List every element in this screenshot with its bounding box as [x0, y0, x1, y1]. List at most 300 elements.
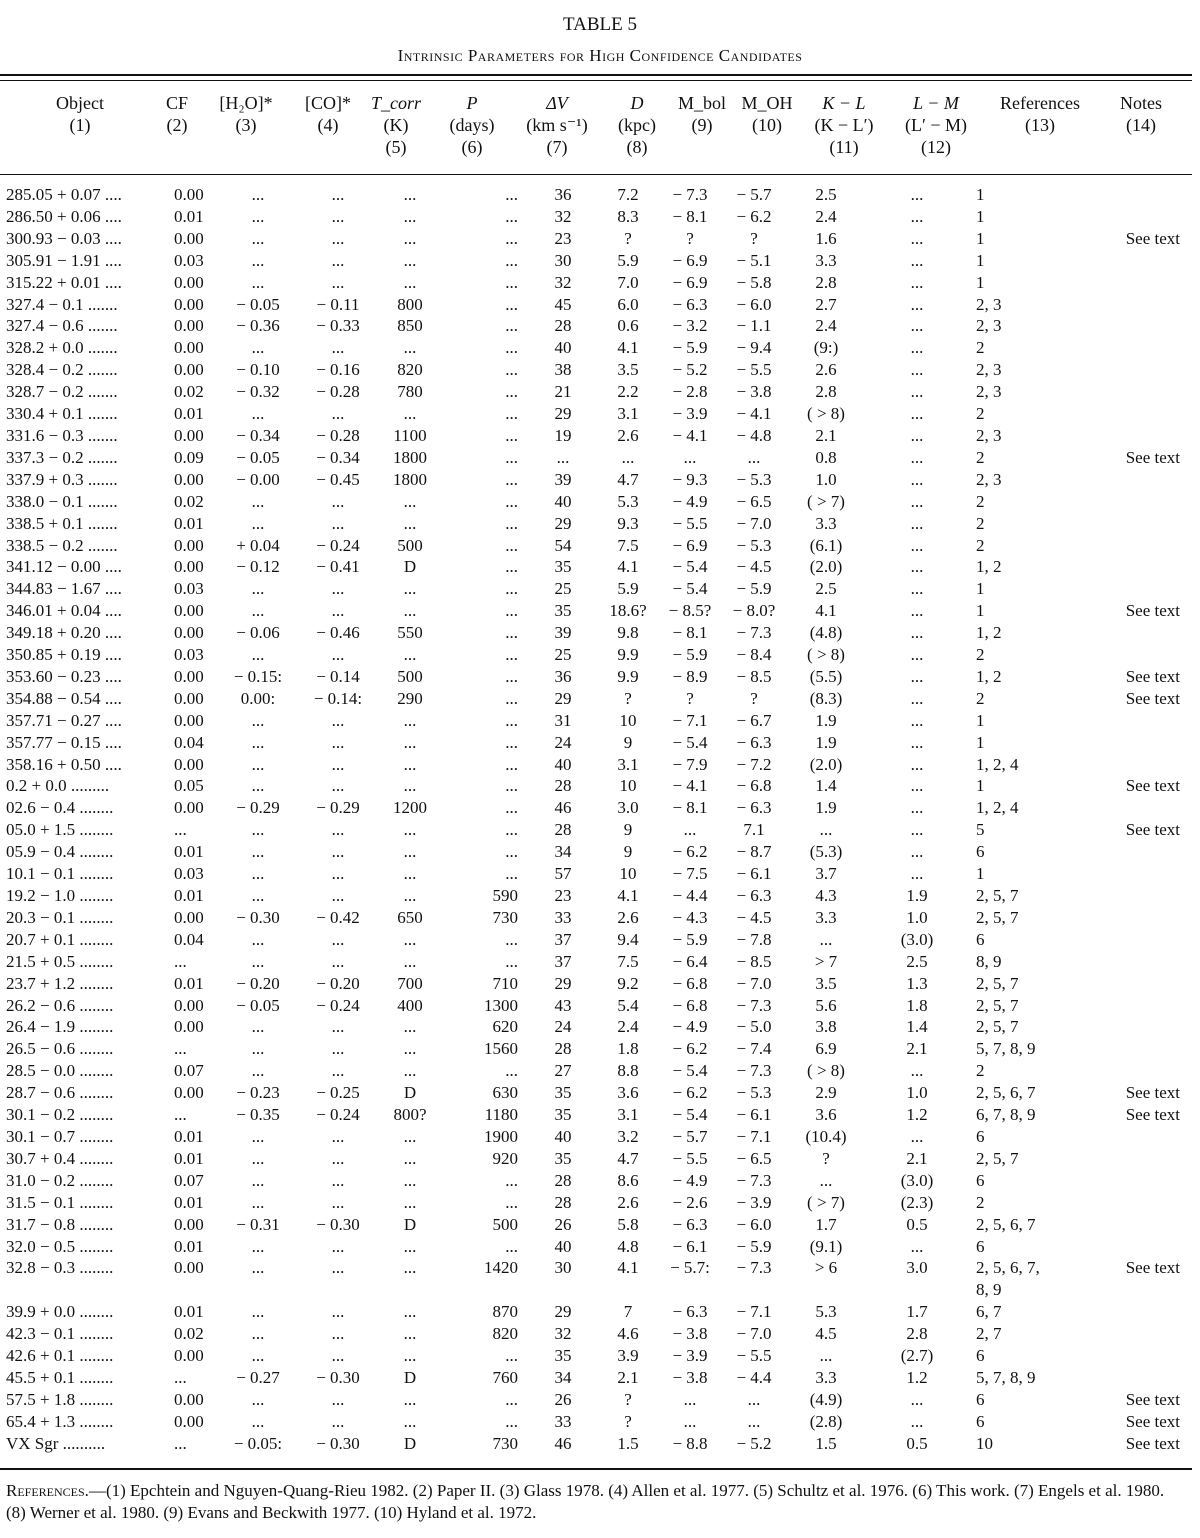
- cell-h2o: − 0.29: [236, 798, 280, 818]
- cell-moh: ?: [750, 228, 758, 248]
- cell-cf: 0.07: [174, 1061, 204, 1081]
- cell-k-l: 3.3: [815, 513, 837, 533]
- table-row: [0, 1301, 1180, 1323]
- cell-cf: 0.00: [174, 995, 204, 1015]
- cell-moh: − 9.4: [736, 338, 772, 358]
- cell-mbol: − 3.9: [672, 1346, 708, 1366]
- column-header-line: (1): [69, 115, 91, 135]
- cell-delta-v: 29: [554, 688, 572, 708]
- cell-l-m: ...: [910, 185, 924, 204]
- cell-references: 2, 5, 7: [976, 995, 1019, 1015]
- cell-moh: − 6.7: [736, 710, 772, 730]
- cell-l-m: ...: [910, 206, 924, 226]
- cell-cf: 0.00: [174, 1389, 204, 1409]
- cell-l-m: ...: [910, 710, 924, 730]
- cell-references: 2, 3: [976, 316, 1002, 336]
- cell-moh: − 7.3: [736, 1258, 772, 1278]
- cell-moh: − 8.5: [736, 951, 772, 971]
- cell-delta-v: 40: [554, 1236, 572, 1256]
- cell-co: − 0.28: [316, 382, 360, 402]
- cell-period: ...: [505, 382, 518, 402]
- column-header-line: Object: [56, 93, 104, 113]
- cell-object: 20.3 − 0.1 ........: [6, 907, 114, 927]
- cell-k-l: 2.9: [815, 1083, 837, 1103]
- cell-distance: 4.7: [617, 469, 639, 489]
- cell-moh: − 6.0: [736, 1214, 772, 1234]
- cell-tcorr: ...: [403, 732, 417, 752]
- cell-distance: ?: [624, 228, 632, 248]
- cell-k-l: 3.6: [815, 1105, 837, 1125]
- cell-references: 2, 5, 6, 7: [976, 1214, 1036, 1234]
- cell-notes: See text: [1125, 1105, 1180, 1125]
- cell-references: 2: [976, 338, 985, 358]
- cell-tcorr: 800?: [393, 1105, 427, 1125]
- cell-object: 357.77 − 0.15 ....: [6, 732, 122, 752]
- cell-object: 21.5 + 0.5 ........: [6, 951, 114, 971]
- cell-h2o: ...: [251, 579, 265, 599]
- cell-object: 45.5 + 0.1 ........: [6, 1367, 114, 1387]
- cell-co: ...: [331, 842, 345, 862]
- cell-h2o: ...: [251, 1258, 265, 1278]
- cell-cf: 0.01: [174, 1148, 204, 1168]
- cell-k-l: 1.7: [815, 1214, 837, 1234]
- cell-k-l: 2.8: [815, 382, 837, 402]
- cell-references: 2, 5, 6, 7: [976, 1083, 1036, 1103]
- cell-distance: 4.6: [617, 1324, 639, 1344]
- cell-h2o: ...: [251, 206, 265, 226]
- cell-cf: 0.00: [174, 754, 204, 774]
- cell-notes: [1076, 622, 1180, 644]
- table-row: [0, 885, 1180, 907]
- cell-references: 1: [976, 776, 985, 796]
- cell-cf: 0.00: [174, 623, 204, 643]
- cell-notes: See text: [1125, 601, 1180, 621]
- cell-notes: [1076, 491, 1180, 513]
- cell-distance: 4.1: [617, 886, 639, 905]
- cell-moh: − 4.8: [736, 425, 772, 445]
- cell-moh: [722, 1279, 786, 1301]
- cell-distance: 3.5: [617, 360, 639, 380]
- cell-distance: 9: [623, 842, 633, 862]
- cell-h2o: − 0.23: [236, 1083, 280, 1103]
- table-row: [0, 710, 1180, 732]
- cell-delta-v: 36: [554, 666, 572, 686]
- cell-notes: See text: [1125, 820, 1180, 840]
- cell-delta-v: 23: [554, 228, 572, 248]
- column-header-line: T_corr: [370, 93, 421, 113]
- cell-object: 305.91 − 1.91 ....: [6, 250, 122, 270]
- cell-mbol: − 5.4: [672, 579, 708, 599]
- cell-co: ...: [331, 1148, 345, 1168]
- cell-cf: 0.00: [174, 1258, 204, 1278]
- cell-references: 1: [976, 579, 985, 599]
- cell-moh: − 5.7: [736, 185, 772, 204]
- cell-delta-v: 32: [554, 1324, 572, 1344]
- table-row: [0, 1016, 1180, 1038]
- cell-delta-v: 35: [554, 601, 572, 621]
- cell-delta-v: 35: [554, 1105, 572, 1125]
- cell-tcorr: ...: [403, 1236, 417, 1256]
- cell-delta-v: 40: [554, 1126, 572, 1146]
- column-header-line: (K − L′): [814, 115, 874, 135]
- table-row: [0, 1367, 1180, 1389]
- cell-co: ...: [331, 1170, 345, 1190]
- cell-mbol: ...: [683, 447, 697, 467]
- cell-k-l: ( > 7): [807, 1192, 845, 1212]
- cell-notes: [1076, 513, 1180, 535]
- cell-period: 1180: [484, 1105, 518, 1125]
- cell-moh: − 6.5: [736, 1148, 772, 1168]
- table-row: [0, 491, 1180, 513]
- cell-notes: See text: [1125, 1258, 1180, 1278]
- column-header-line: L − M: [913, 93, 959, 113]
- cell-co: ...: [331, 206, 345, 226]
- cell-cf: 0.03: [174, 645, 204, 665]
- cell-delta-v: 29: [554, 513, 572, 533]
- table-row: [0, 556, 1180, 578]
- cell-period: ...: [505, 666, 518, 686]
- cell-notes: [1076, 1148, 1180, 1170]
- cell-object: 330.4 + 0.1 .......: [6, 404, 118, 424]
- cell-references: 2: [976, 688, 985, 708]
- cell-distance: 7.2: [617, 185, 639, 204]
- cell-co: ...: [331, 951, 345, 971]
- cell-object: 31.5 − 0.1 ........: [6, 1192, 114, 1212]
- table-row: [0, 337, 1180, 359]
- cell-notes: [1076, 644, 1180, 666]
- cell-cf: 0.01: [174, 206, 204, 226]
- cell-k-l: 5.6: [815, 995, 837, 1015]
- cell-object: 31.0 − 0.2 ........: [6, 1170, 114, 1190]
- cell-h2o: − 0.10: [236, 360, 280, 380]
- cell-moh: − 6.1: [736, 864, 772, 884]
- cell-object: VX Sgr ..........: [6, 1433, 106, 1453]
- cell-object: 344.83 − 1.67 ....: [6, 579, 122, 599]
- cell-co: − 0.28: [316, 425, 360, 445]
- table-row: [0, 1323, 1180, 1345]
- cell-tcorr: 500: [397, 666, 423, 686]
- cell-tcorr: 780: [397, 382, 423, 402]
- cell-tcorr: ...: [403, 820, 417, 840]
- table-title: TABLE 5: [563, 14, 637, 35]
- cell-delta-v: 46: [554, 1433, 572, 1453]
- cell-period: ...: [505, 754, 518, 774]
- cell-moh: − 5.8: [736, 272, 772, 292]
- column-header-line: Notes: [1120, 93, 1162, 113]
- cell-mbol: − 8.8: [672, 1433, 708, 1453]
- cell-object: 30.7 + 0.4 ........: [6, 1148, 114, 1168]
- cell-mbol: − 4.1: [672, 425, 708, 445]
- cell-cf: 0.00: [174, 798, 204, 818]
- cell-co: ...: [331, 710, 345, 730]
- cell-tcorr: ...: [403, 185, 417, 204]
- table-row: [0, 644, 1180, 666]
- cell-l-m: 0.5: [906, 1214, 928, 1234]
- cell-l-m: 2.8: [906, 1324, 928, 1344]
- cell-k-l: (9.1): [809, 1236, 843, 1256]
- cell-mbol: − 6.2: [672, 1083, 708, 1103]
- cell-references: 1: [976, 732, 985, 752]
- cell-k-l: 6.9: [815, 1039, 837, 1059]
- cell-h2o: ...: [251, 1061, 265, 1081]
- cell-object: 32.8 − 0.3 ........: [6, 1258, 114, 1278]
- cell-tcorr: ...: [403, 1324, 417, 1344]
- cell-tcorr: ...: [403, 250, 417, 270]
- table-row: [0, 732, 1180, 754]
- cell-notes: [1076, 535, 1180, 557]
- cell-object: 42.3 − 0.1 ........: [6, 1324, 114, 1344]
- cell-object: 331.6 − 0.3 .......: [6, 425, 118, 445]
- cell-mbol: − 5.4: [672, 1061, 708, 1081]
- cell-cf: 0.00: [174, 360, 204, 380]
- cell-cf: ...: [174, 1367, 187, 1387]
- cell-period: 870: [492, 1302, 518, 1322]
- cell-distance: 6.0: [617, 294, 639, 314]
- column-header-line: (14): [1126, 115, 1156, 135]
- cell-tcorr: 1800: [393, 447, 427, 467]
- cell-k-l: 5.3: [815, 1302, 837, 1322]
- cell-h2o: ...: [251, 820, 265, 840]
- cell-period: ...: [505, 601, 518, 621]
- table-row: [0, 1038, 1180, 1060]
- table-row: [0, 754, 1180, 776]
- cell-object: 30.1 − 0.7 ........: [6, 1126, 114, 1146]
- cell-references: 1: [976, 272, 985, 292]
- cell-notes: [1076, 403, 1180, 425]
- cell-cf: ...: [174, 1433, 187, 1453]
- cell-distance: 2.2: [617, 382, 639, 402]
- cell-notes: [1076, 710, 1180, 732]
- cell-distance: 4.1: [617, 338, 639, 358]
- cell-object: 327.4 − 0.1 .......: [6, 294, 118, 314]
- cell-notes: [1076, 1214, 1180, 1236]
- cell-cf: 0.01: [174, 973, 204, 993]
- cell-h2o: − 0.34: [236, 425, 280, 445]
- cell-references: 2, 3: [976, 294, 1002, 314]
- cell-tcorr: 290: [397, 688, 423, 708]
- cell-l-m: (3.0): [900, 1170, 934, 1190]
- cell-l-m: ...: [910, 228, 924, 248]
- cell-l-m: ...: [910, 864, 924, 884]
- cell-tcorr: ...: [403, 1017, 417, 1037]
- cell-mbol: − 7.1: [672, 710, 708, 730]
- cell-k-l: (5.5): [809, 666, 843, 686]
- column-header-line: (L′ − M): [904, 115, 968, 135]
- cell-mbol: − 5.2: [672, 360, 708, 380]
- cell-notes: [1076, 469, 1180, 491]
- cell-delta-v: 32: [554, 272, 572, 292]
- table-row: [0, 1170, 1180, 1192]
- cell-co: − 0.30: [316, 1433, 360, 1453]
- cell-period: [442, 1279, 528, 1301]
- cell-l-m: 3.0: [906, 1258, 928, 1278]
- cell-references: 8, 9: [976, 1280, 1002, 1300]
- cell-l-m: ...: [910, 579, 924, 599]
- cell-references: 6, 7: [976, 1302, 1002, 1322]
- column-header-line: (2): [166, 115, 188, 135]
- cell-delta-v: 28: [554, 820, 572, 840]
- header-rule: [0, 174, 1192, 175]
- cell-co: ...: [331, 1017, 345, 1037]
- cell-notes: [1076, 754, 1180, 776]
- cell-tcorr: ...: [403, 1192, 417, 1212]
- cell-moh: 7.1: [743, 820, 765, 840]
- table-row: [0, 1148, 1180, 1170]
- cell-references: 2: [976, 491, 985, 511]
- cell-cf: 0.01: [174, 1236, 204, 1256]
- cell-delta-v: 40: [554, 338, 572, 358]
- cell-period: ...: [505, 535, 518, 555]
- cell-tcorr: 400: [397, 995, 423, 1015]
- top-rule: [0, 74, 1192, 76]
- cell-object: 26.2 − 0.6 ........: [6, 995, 114, 1015]
- cell-k-l: 2.4: [815, 316, 837, 336]
- cell-references: 6, 7, 8, 9: [976, 1105, 1036, 1125]
- top-rule-second: [0, 80, 1192, 81]
- cell-k-l: (10.4): [805, 1126, 847, 1146]
- cell-k-l: ...: [819, 820, 833, 840]
- cell-period: ...: [505, 951, 518, 971]
- cell-object: 353.60 − 0.23 ....: [6, 666, 122, 686]
- cell-references: 6: [976, 1126, 985, 1146]
- cell-h2o: − 0.05: [236, 995, 280, 1015]
- cell-delta-v: 40: [554, 491, 572, 511]
- cell-distance: 3.9: [617, 1346, 639, 1366]
- cell-moh: − 8.5: [736, 666, 772, 686]
- cell-delta-v: 24: [554, 1017, 572, 1037]
- cell-co: ...: [331, 250, 345, 270]
- cell-mbol: − 4.3: [672, 907, 708, 927]
- cell-moh: − 7.3: [736, 1061, 772, 1081]
- cell-co: ...: [331, 820, 345, 840]
- cell-mbol: ...: [683, 1411, 697, 1431]
- cell-k-l: 3.7: [815, 864, 837, 884]
- cell-co: ...: [331, 513, 345, 533]
- column-header-line: K − L: [822, 93, 866, 113]
- cell-co: ...: [331, 1236, 345, 1256]
- cell-cf: 0.00: [174, 666, 204, 686]
- column-header-distance: [604, 92, 670, 158]
- column-header-line: [CO]*: [305, 93, 351, 113]
- cell-cf: 0.00: [174, 469, 204, 489]
- cell-moh: − 6.3: [736, 732, 772, 752]
- cell-period: ...: [505, 776, 518, 796]
- cell-cf: 0.00: [174, 601, 204, 621]
- cell-references: 5, 7, 8, 9: [976, 1039, 1036, 1059]
- cell-references: 2: [976, 1192, 985, 1212]
- cell-l-m: 2.5: [906, 951, 928, 971]
- cell-period: 1560: [484, 1039, 518, 1059]
- cell-notes: [1076, 337, 1180, 359]
- cell-period: 1300: [484, 995, 518, 1015]
- cell-object: 337.9 + 0.3 .......: [6, 469, 118, 489]
- cell-k-l: ( > 8): [807, 645, 845, 665]
- cell-mbol: ?: [686, 228, 694, 248]
- cell-k-l: > 6: [814, 1258, 838, 1278]
- column-header-line: (8): [626, 137, 648, 157]
- cell-l-m: 1.3: [906, 973, 928, 993]
- cell-references: 2: [976, 1061, 985, 1081]
- cell-co: − 0.24: [316, 535, 360, 555]
- cell-h2o: ...: [251, 776, 265, 796]
- cell-l-m: 1.2: [906, 1367, 928, 1387]
- cell-delta-v: 25: [554, 579, 572, 599]
- cell-tcorr: D: [403, 557, 417, 577]
- column-header-line: (km s⁻¹): [526, 115, 588, 135]
- cell-h2o: ...: [251, 842, 265, 862]
- table-row: [0, 1279, 1180, 1301]
- cell-tcorr: 700: [397, 973, 423, 993]
- cell-moh: − 6.3: [736, 798, 772, 818]
- cell-k-l: 2.5: [815, 185, 837, 204]
- cell-period: 620: [492, 1017, 518, 1037]
- cell-k-l: (9:): [813, 338, 839, 358]
- cell-period: ...: [505, 1192, 518, 1212]
- cell-period: ...: [505, 425, 518, 445]
- cell-object: 358.16 + 0.50 ....: [6, 754, 122, 774]
- cell-distance: 5.8: [617, 1214, 639, 1234]
- cell-co: [298, 1279, 378, 1301]
- cell-period: ...: [505, 929, 518, 949]
- cell-k-l: (2.8): [809, 1411, 843, 1431]
- cell-notes: [1076, 250, 1180, 272]
- column-header-l-m: [886, 92, 986, 158]
- cell-moh: − 7.4: [736, 1039, 772, 1059]
- cell-tcorr: ...: [403, 776, 417, 796]
- cell-moh: − 5.5: [736, 360, 772, 380]
- table-row: [0, 1411, 1180, 1433]
- cell-period: 710: [492, 973, 518, 993]
- table-row: [0, 535, 1180, 557]
- cell-period: ...: [505, 272, 518, 292]
- cell-k-l: 0.8: [815, 447, 837, 467]
- cell-distance: 4.1: [617, 1258, 639, 1278]
- table-row: [0, 228, 1180, 250]
- cell-h2o: ...: [251, 1302, 265, 1322]
- cell-cf: 0.03: [174, 250, 204, 270]
- cell-co: ...: [331, 1192, 345, 1212]
- table-row: [0, 1126, 1180, 1148]
- cell-object: 10.1 − 0.1 ........: [6, 864, 114, 884]
- cell-co: − 0.25: [316, 1083, 360, 1103]
- cell-notes: [1076, 1236, 1180, 1258]
- cell-l-m: ...: [910, 842, 924, 862]
- cell-period: ...: [505, 1170, 518, 1190]
- cell-cf: 0.00: [174, 338, 204, 358]
- cell-co: ...: [331, 1346, 345, 1366]
- cell-references: 6: [976, 1389, 985, 1409]
- cell-cf: 0.01: [174, 1126, 204, 1146]
- cell-moh: − 6.8: [736, 776, 772, 796]
- cell-moh: ...: [747, 1389, 761, 1409]
- cell-cf: ...: [174, 1105, 187, 1125]
- table-row: [0, 1104, 1180, 1126]
- cell-moh: ...: [747, 1411, 761, 1431]
- cell-tcorr: D: [403, 1367, 417, 1387]
- cell-moh: − 8.0?: [732, 601, 776, 621]
- cell-notes: [1076, 206, 1180, 228]
- cell-notes: [1076, 425, 1180, 447]
- cell-object: 315.22 + 0.01 ....: [6, 272, 122, 292]
- cell-distance: 3.1: [617, 754, 639, 774]
- cell-delta-v: 28: [554, 1039, 572, 1059]
- table-row: [0, 184, 1180, 206]
- cell-moh: − 7.1: [736, 1302, 772, 1322]
- cell-notes: [1076, 995, 1180, 1017]
- cell-period: ...: [505, 404, 518, 424]
- cell-references: 2: [976, 447, 985, 467]
- table-row: [0, 622, 1180, 644]
